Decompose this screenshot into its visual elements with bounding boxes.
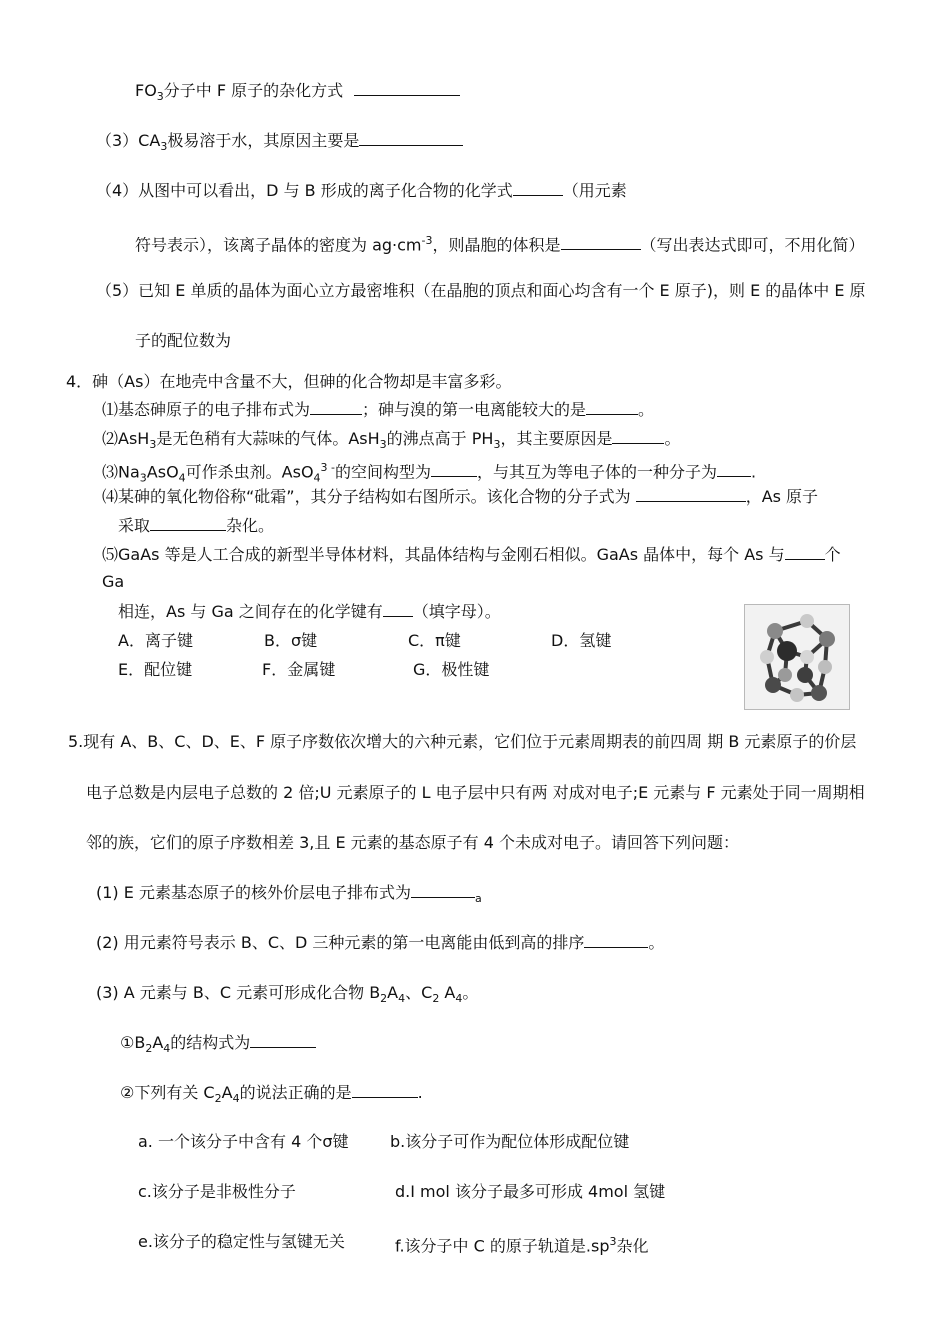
subscript: 4 bbox=[163, 1042, 171, 1056]
q5-line1 bbox=[96, 280, 866, 302]
text: b.该分子可作为配位体形成配位键 bbox=[390, 1132, 630, 1151]
text: (3) A 元素与 B、C 元素可形成化合物 B bbox=[96, 983, 381, 1002]
text: （3）CA bbox=[96, 131, 161, 150]
text: 电子总数是内层电子总数的 2 倍;U 元素原子的 L 电子层中只有两 对成对电子;E 元素与 F 元素处于同一周期相 bbox=[86, 783, 865, 802]
subscript: 3 bbox=[493, 438, 501, 452]
q5-option-a[interactable] bbox=[138, 1131, 348, 1153]
q4-part5-line2 bbox=[102, 571, 124, 593]
subscript: 4 bbox=[455, 992, 463, 1006]
q5-option-e[interactable] bbox=[138, 1231, 345, 1253]
superscript: -3 bbox=[421, 234, 433, 247]
text: 、C bbox=[405, 983, 433, 1002]
text: Ga bbox=[102, 572, 125, 591]
answer-blank[interactable] bbox=[612, 429, 664, 444]
text: 符号表示），该离子晶体的密度为 ag·cm bbox=[135, 235, 422, 255]
answer-blank[interactable] bbox=[785, 545, 825, 560]
q5-sub2 bbox=[96, 932, 664, 954]
text: 。 bbox=[638, 400, 655, 419]
subscript: 2 bbox=[380, 992, 388, 1006]
text: E．配位键 bbox=[118, 660, 193, 679]
text: 。 bbox=[664, 429, 681, 448]
subscript: 4 bbox=[313, 471, 321, 485]
option-d[interactable] bbox=[551, 630, 611, 652]
text: ，其主要原因是 bbox=[500, 429, 613, 448]
text: A bbox=[221, 1083, 233, 1102]
text: 分子中 F 原子的杂化方式 bbox=[163, 81, 344, 100]
q4-part5-line3 bbox=[118, 601, 501, 623]
text: F．金属键 bbox=[262, 660, 336, 679]
text: 的沸点高于 PH bbox=[386, 429, 494, 448]
q4-part3 bbox=[102, 457, 756, 490]
text: A bbox=[439, 983, 456, 1002]
text: AsO bbox=[146, 462, 179, 482]
question5-line1 bbox=[68, 731, 856, 753]
q4-line2 bbox=[135, 230, 865, 256]
answer-blank[interactable] bbox=[561, 235, 641, 250]
text: ②下列有关 C bbox=[120, 1083, 215, 1102]
text: 4．砷（As）在地壳中含量不大，但砷的化合物却是丰富多彩。 bbox=[66, 372, 512, 391]
text: (2) 用元素符号表示 B、C、D 三种元素的第一电离能由低到高的排序 bbox=[96, 933, 585, 952]
subscript: 3 bbox=[156, 90, 164, 104]
text: . bbox=[417, 1083, 423, 1102]
answer-blank[interactable] bbox=[150, 516, 226, 531]
text: ⑸GaAs 等是人工合成的新型半导体材料，其晶体结构与金刚石相似。GaAs 晶体中，每个 As 与 bbox=[102, 545, 785, 564]
text: f.该分子中 C 的原子轨道是.sp bbox=[395, 1236, 610, 1256]
text: ①B bbox=[120, 1033, 146, 1052]
answer-blank[interactable] bbox=[383, 602, 413, 617]
q5-circle1 bbox=[120, 1032, 316, 1060]
subscript: 4 bbox=[232, 1092, 240, 1106]
text: （写出表达式即可，不用化简） bbox=[640, 235, 865, 255]
q4-part5-line1 bbox=[102, 544, 841, 566]
q5-sub3 bbox=[96, 982, 478, 1010]
subscript: 3 bbox=[139, 471, 147, 485]
q4-line1 bbox=[96, 180, 627, 202]
text: 5.现有 A、B、C、D、E、F 原子序数依次增大的六种元素，它们位于元素周期表的前四周 期 B 元素原子的价层 bbox=[68, 732, 857, 751]
text: D．氢键 bbox=[551, 631, 612, 650]
q5-option-f[interactable] bbox=[395, 1231, 649, 1257]
arsenic-oxide-molecule-image bbox=[744, 604, 850, 710]
text: d.I mol 该分子最多可形成 4mol 氢键 bbox=[395, 1182, 666, 1201]
answer-blank[interactable] bbox=[310, 400, 362, 415]
superscript: 3 bbox=[609, 1235, 617, 1248]
answer-blank[interactable] bbox=[354, 81, 460, 96]
answer-blank[interactable] bbox=[513, 181, 563, 196]
answer-blank[interactable] bbox=[636, 487, 746, 502]
q4-part2 bbox=[102, 428, 680, 456]
option-f[interactable] bbox=[262, 659, 335, 681]
answer-blank[interactable] bbox=[359, 131, 463, 146]
q5-option-c[interactable] bbox=[138, 1181, 296, 1203]
answer-blank[interactable] bbox=[586, 400, 638, 415]
molecule-diagram bbox=[745, 605, 849, 709]
subscript: 2 bbox=[432, 992, 440, 1006]
option-e[interactable] bbox=[118, 659, 192, 681]
question4-title bbox=[66, 371, 511, 393]
q5-line2 bbox=[135, 330, 231, 352]
text: C．π键 bbox=[408, 631, 461, 650]
answer-blank[interactable] bbox=[352, 1083, 418, 1098]
text: （5）已知 E 单质的晶体为面心立方最密堆积（在晶胞的顶点和面心均含有一个 E 原子)，则 E 的晶体中 E 原 bbox=[96, 281, 866, 300]
text: 。 bbox=[462, 983, 479, 1002]
text: 极易溶于水，其原因主要是 bbox=[167, 131, 360, 150]
question5-line2 bbox=[86, 782, 865, 804]
text: 可作杀虫剂。AsO bbox=[185, 462, 314, 482]
q3-line bbox=[96, 130, 463, 158]
text: ，则晶胞的体积是 bbox=[432, 235, 561, 255]
subscript: 2 bbox=[145, 1042, 153, 1056]
subscript: 4 bbox=[398, 992, 406, 1006]
text: 采取 bbox=[118, 516, 151, 535]
question5-line3 bbox=[86, 832, 739, 854]
text: A bbox=[152, 1033, 164, 1052]
subscript: 3 bbox=[160, 140, 168, 154]
text: ⑶Na bbox=[102, 462, 140, 482]
superscript: 3 - bbox=[320, 461, 336, 474]
q4-part1 bbox=[102, 399, 654, 421]
text: ⑷某砷的氧化物俗称“砒霜”，其分子结构如右图所示。该化合物的分子式为 bbox=[102, 487, 631, 506]
q5-circle2 bbox=[120, 1082, 423, 1110]
text: G．极性键 bbox=[413, 660, 490, 679]
answer-blank[interactable] bbox=[250, 1033, 316, 1048]
answer-blank[interactable] bbox=[431, 462, 477, 477]
q5-sub1 bbox=[96, 882, 482, 910]
text: 杂化 bbox=[616, 1236, 649, 1256]
q5-option-d[interactable] bbox=[395, 1181, 665, 1203]
answer-blank[interactable] bbox=[584, 933, 648, 948]
text: c.该分子是非极性分子 bbox=[138, 1182, 296, 1201]
text: （4）从图中可以看出，D 与 B 形成的离子化合物的化学式 bbox=[96, 181, 513, 200]
subscript: 2 bbox=[214, 1092, 222, 1106]
text: 子的配位数为 bbox=[135, 331, 232, 350]
text: (1) E 元素基态原子的核外价层电子排布式为 bbox=[96, 883, 411, 902]
text: ⑴基态砷原子的电子排布式为 bbox=[102, 400, 311, 419]
text: ；砷与溴的第一电离能较大的是 bbox=[362, 400, 587, 419]
text: ，与其互为等电子体的一种分子为 bbox=[477, 462, 718, 482]
option-a[interactable] bbox=[118, 630, 193, 652]
q5-option-b[interactable] bbox=[390, 1131, 629, 1153]
text: . bbox=[751, 462, 757, 482]
text: （填字母）。 bbox=[412, 602, 501, 621]
text: B．σ键 bbox=[264, 631, 318, 650]
text: A bbox=[387, 983, 399, 1002]
text: （用元素 bbox=[562, 181, 627, 200]
text: FO bbox=[135, 81, 157, 100]
answer-blank[interactable] bbox=[717, 462, 751, 477]
text: e.该分子的稳定性与氢键无关 bbox=[138, 1232, 345, 1251]
q4-part4-line2 bbox=[118, 515, 274, 537]
text: 邻的族，它们的原子序数相差 3,且 E 元素的基态原子有 4 个未成对电子。请回答下列问题： bbox=[86, 833, 739, 852]
q4-part4-line1 bbox=[102, 486, 818, 508]
option-c[interactable] bbox=[408, 630, 461, 652]
text: a. 一个该分子中含有 4 个σ键 bbox=[138, 1132, 349, 1151]
fo3-line bbox=[135, 80, 460, 108]
text: A．离子键 bbox=[118, 631, 193, 650]
text: 个 bbox=[824, 545, 841, 564]
text: 是无色稍有大蒜味的气体。AsH bbox=[156, 429, 380, 448]
subscript: 3 bbox=[379, 438, 387, 452]
text: 的结构式为 bbox=[170, 1033, 251, 1052]
text: 的空间构型为 bbox=[335, 462, 432, 482]
answer-blank[interactable] bbox=[411, 883, 475, 898]
text: 相连，As 与 Ga 之间存在的化学键有 bbox=[118, 602, 383, 621]
subscript: a bbox=[474, 892, 482, 906]
text: ⑵AsH bbox=[102, 429, 150, 448]
option-g[interactable] bbox=[413, 659, 489, 681]
text: ，As 原子 bbox=[745, 487, 819, 506]
subscript: 4 bbox=[178, 471, 186, 485]
subscript: 3 bbox=[149, 438, 157, 452]
text: 杂化。 bbox=[226, 516, 275, 535]
option-b[interactable] bbox=[264, 630, 317, 652]
text: 。 bbox=[648, 933, 665, 952]
text: 的说法正确的是 bbox=[239, 1083, 352, 1102]
